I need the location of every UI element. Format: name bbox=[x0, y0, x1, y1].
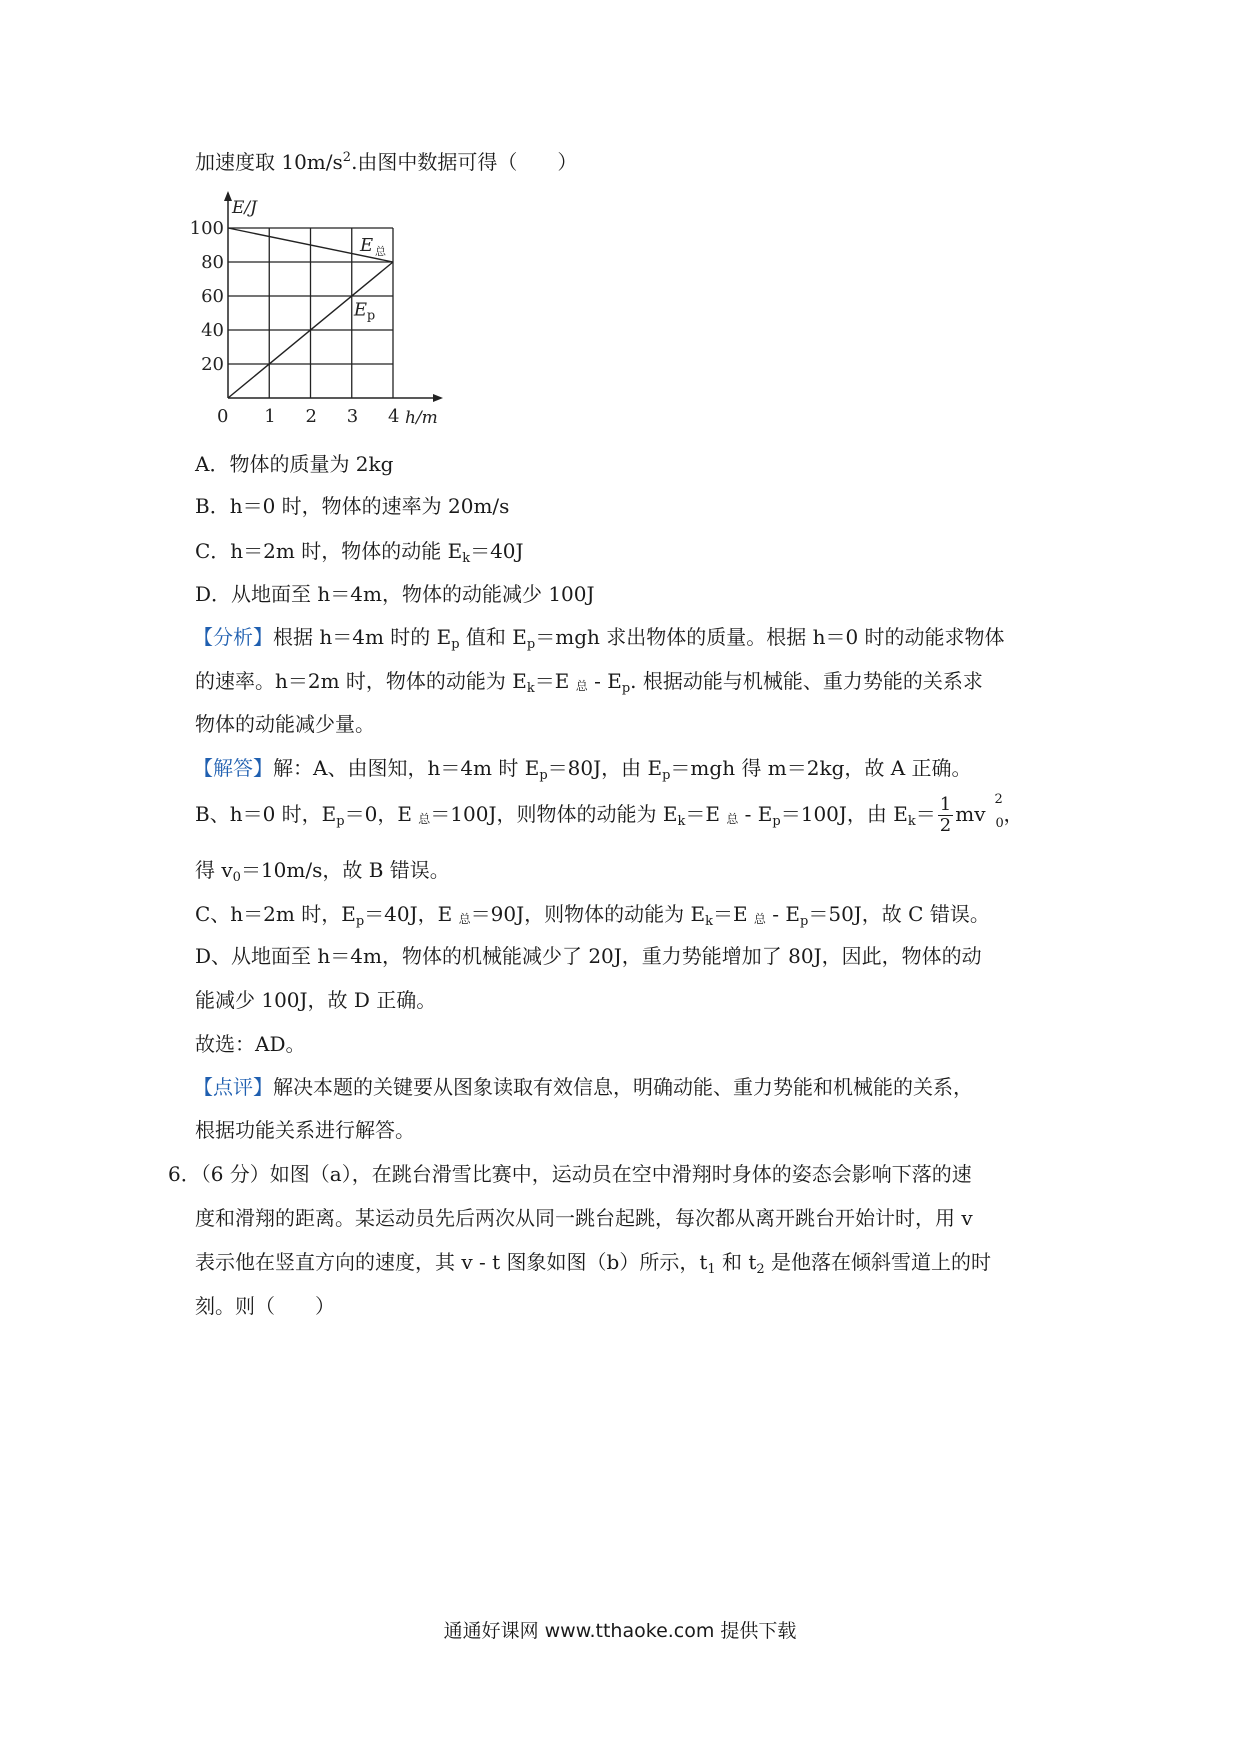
q6-line-3: 表示他在竖直方向的速度，其 v - t 图象如图（b）所示，$t_1$ 和 $t_2$ 是他落在倾斜雪道上的时 bbox=[195, 1250, 992, 1277]
solution-b: B、h＝0 时，$E_p=0$，E 总＝100J，则物体的动能为 $E_k=E$ 总 - $E_p=100J$，由 $E_k=$ $\frac{1}{2}$ mv 2 0 ， bbox=[195, 792, 1024, 836]
y-tick-label: 60 bbox=[201, 286, 224, 307]
analysis-tag: 【分析】 bbox=[193, 625, 273, 649]
solution-choice: 故选：AD。 bbox=[195, 1032, 306, 1056]
solution-d-line-2: 能减少 100J，故 D 正确。 bbox=[195, 988, 437, 1012]
y-tick-label: 40 bbox=[201, 320, 224, 341]
y-tick-label: 100 bbox=[190, 218, 224, 239]
solution-d-line-1: D、从地面至 h＝4m，物体的机械能减少了 20J，重力势能增加了 80J，因此，物体的动 bbox=[195, 944, 982, 968]
y-axis-label: E/J bbox=[232, 198, 257, 218]
solution-tag: 【解答】 bbox=[193, 756, 273, 780]
analysis-line-2: 的速率。h＝2m 时，物体的动能为 $E_k=E$ 总 - $E_p$. 根据动能与机械能、重力势能的关系求 bbox=[195, 669, 983, 696]
analysis-line-3: 物体的动能减少量。 bbox=[195, 712, 375, 736]
y-tick-label: 80 bbox=[201, 252, 224, 273]
option-b: B．h＝0 时，物体的速率为 20m/s bbox=[195, 494, 510, 518]
x-tick-label: 1 bbox=[264, 406, 276, 427]
y-tick-label: 20 bbox=[201, 354, 224, 375]
solution-a: 【解答】解：A、由图知，h＝4m 时 $E_p=80J$，由 $E_p=mgh$ 得 m＝2kg，故 A 正确。 bbox=[193, 756, 972, 783]
q6-line-1: 6．（6 分）如图（a），在跳台滑雪比赛中，运动员在空中滑翔时身体的姿态会影响下落的速 bbox=[168, 1162, 972, 1186]
analysis-line-1: 【分析】根据 h＝4m 时的 $E_p$ 值和 $E_p=mgh$ 求出物体的质量。根据 h＝0 时的动能求物体 bbox=[193, 625, 1005, 652]
series-label-etotal: E bbox=[360, 235, 374, 256]
comment-line-2: 根据功能关系进行解答。 bbox=[195, 1118, 415, 1142]
comment-line-1: 【点评】解决本题的关键要从图象读取有效信息，明确动能、重力势能和机械能的关系， bbox=[193, 1075, 973, 1099]
x-tick-label: 0 bbox=[217, 406, 229, 427]
chart-labels bbox=[231, 198, 438, 428]
x-axis-label: h/m bbox=[405, 408, 438, 428]
series-label-ep-sub: p bbox=[366, 308, 376, 324]
x-tick-label: 3 bbox=[346, 406, 359, 427]
footer-source: 通通好课网 www.tthaoke.com 提供下载 bbox=[443, 1620, 797, 1642]
fraction-one-half: $\frac{1}{2}$ bbox=[939, 794, 952, 836]
series-label-ep: E bbox=[353, 299, 367, 321]
q6-line-4: 刻。则（ ） bbox=[195, 1294, 335, 1318]
y-axis-arrow bbox=[224, 191, 232, 201]
option-a: A．物体的质量为 2kg bbox=[195, 452, 394, 476]
comment-tag: 【点评】 bbox=[193, 1075, 273, 1099]
energy-height-chart bbox=[190, 183, 450, 433]
solution-c: C、h＝2m 时，$E_p=40J$，E 总＝90J，则物体的动能为 $E_k=E$ 总 - $E_p=50J$，故 C 错误。 bbox=[195, 902, 990, 929]
option-c: C．h＝2m 时，物体的动能 $E_k=40J$ bbox=[195, 539, 524, 566]
x-tick-label: 4 bbox=[388, 406, 400, 427]
solution-b-result: 得 $v_0=10m/s$，故 B 错误。 bbox=[195, 858, 450, 885]
q6-line-2: 度和滑翔的距离。某运动员先后两次从同一跳台起跳，每次都从离开跳台开始计时，用 v bbox=[195, 1206, 973, 1230]
series-label-etotal-sub: 总 bbox=[375, 245, 386, 258]
x-axis-arrow bbox=[433, 394, 443, 402]
question-tail: 加速度取 $10m/s^2$.由图中数据可得（ ） bbox=[195, 150, 578, 174]
x-tick-label: 2 bbox=[305, 406, 317, 427]
option-d: D．从地面至 h＝4m，物体的动能减少 100J bbox=[195, 582, 595, 606]
